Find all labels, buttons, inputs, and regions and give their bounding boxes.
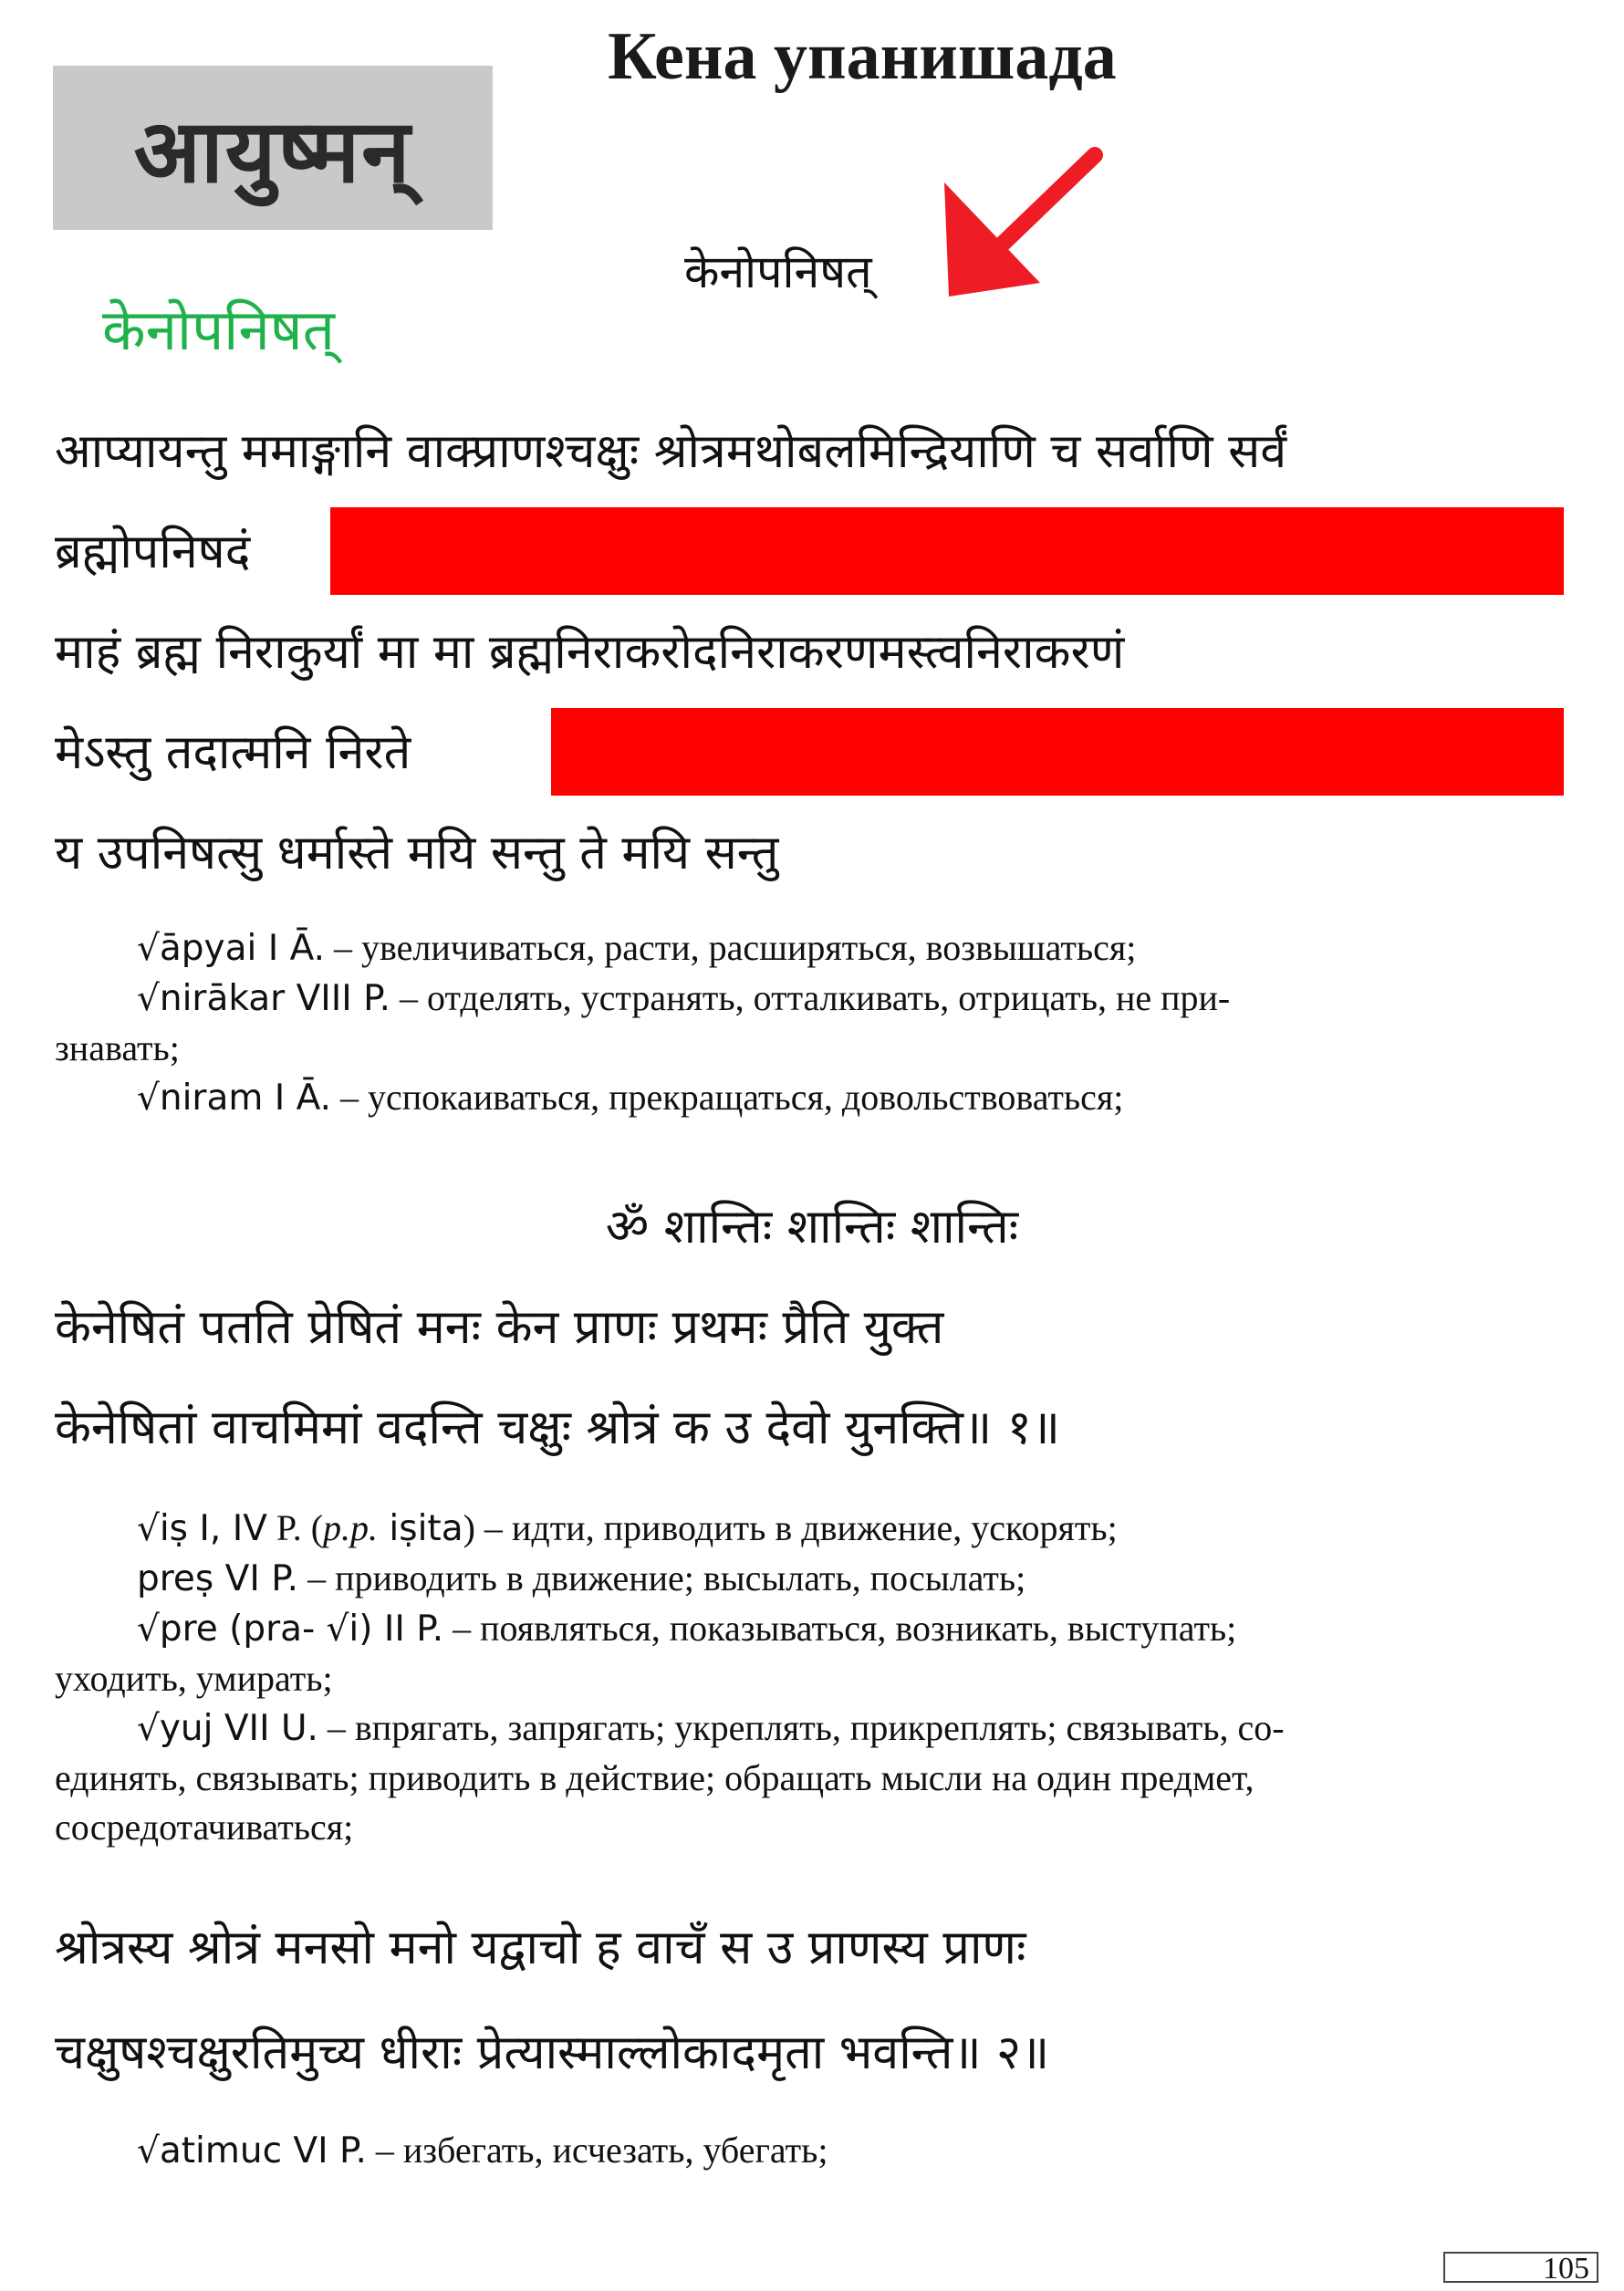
gloss-text: – впрягать, запрягать; укреплять, прикреплять; связывать, со- [318,1707,1285,1748]
invocation-line-5: य उपनिषत्सु धर्मास्ते मयि सन्तु ते मयि सन्तु [55,826,779,880]
gloss-text: знавать; [55,1027,180,1068]
invocation-line-2: ब्रह्मोपनिषदं [55,525,251,579]
gloss-root: √āpyai I Ā. [137,928,326,969]
red-highlight-bar-2 [551,708,1564,796]
invocation-line-1: आप्यायन्तु ममाङ्गानि वाक्प्राणश्चक्षुः श्रोत्रमथोबलमिन्द्रियाणि च सर्वाणि सर्वं [55,424,1287,479]
ayushman-logo [53,66,493,230]
verse-1-line-2: केनेषितां वाचमिमां वदन्ति चक्षुः श्रोत्रं क उ देवो युनक्ति॥ १॥ [55,1401,1060,1455]
arrow-icon [931,146,1113,310]
gloss-form: iṣita [378,1508,463,1549]
gloss-text: – отделять, устранять, отталкивать, отрицать, не при- [390,977,1231,1018]
gloss-text: – приводить в движение; высылать, посылать; [298,1557,1026,1598]
gloss-text: единять, связывать; приводить в действие; обращать мысли на один предмет, [55,1757,1254,1798]
red-highlight-bar-1 [330,507,1564,595]
gloss-block-1 [55,923,1569,1123]
gloss-root: √iṣ I, IV [137,1508,267,1549]
verse-2-line-2: चक्षुषश्चक्षुरतिमुच्य धीराः प्रेत्यास्माल्लोकादमृता भवन्ति॥ २॥ [55,2025,1050,2080]
gloss-text: уходить, умирать; [55,1658,333,1699]
gloss-block-2 [55,1504,1569,1852]
gloss-root: √nirākar VIII P. [137,978,390,1019]
green-title: केनोपनिषत् [102,297,335,363]
logo-text: आयुष्मन् [133,99,412,203]
verse-1-line-1: केनेषितं पतति प्रेषितं मनः केन प्राणः प्रथमः प्रैति युक्त [55,1300,944,1355]
gloss-root: √pre (pra- √i) II P. [137,1609,444,1650]
verse-2-line-1: श्रोत्रस्य श्रोत्रं मनसो मनो यद्वाचो ह वाचँ स उ प्राणस्य प्राणः [55,1921,1026,1975]
gloss-root: √atimuc VI P. [137,2130,367,2171]
invocation-line-4: मेऽस्तु तदात्मनि निरते [55,725,411,780]
gloss-block-3 [55,2126,1569,2176]
gloss-text: – появляться, показываться, возникать, выступать; [443,1608,1237,1649]
gloss-text: – избегать, исчезать, убегать; [366,2130,828,2171]
gloss-root: √yuj VII U. [137,1708,318,1749]
gloss-root: preṣ VI P. [137,1558,299,1599]
gloss-text: сосредотачиваться; [55,1807,354,1848]
gloss-text: – успокаиваться, прекращаться, довольствоваться; [331,1077,1124,1118]
page-title: Кена упанишада [608,19,1117,94]
devanagari-title: केनोपनिषत् [684,245,872,298]
shanti-line: ॐ शान्तिः शान्तिः शान्तिः [605,1200,1019,1255]
invocation-line-3: माहं ब्रह्म निराकुर्यां मा मा ब्रह्मनिराकरोदनिराकरणमस्त्वनिराकरणं [55,625,1125,680]
gloss-text: P. ( [266,1507,324,1548]
page-number: 105 [1443,2252,1598,2283]
gloss-root: √niram I Ā. [137,1078,332,1119]
gloss-text: ) – идти, приводить в движение, ускорять; [463,1507,1118,1548]
gloss-abbrev: p.p. [323,1507,379,1548]
gloss-text: – увеличиваться, расти, расширяться, возвышаться; [325,927,1137,968]
